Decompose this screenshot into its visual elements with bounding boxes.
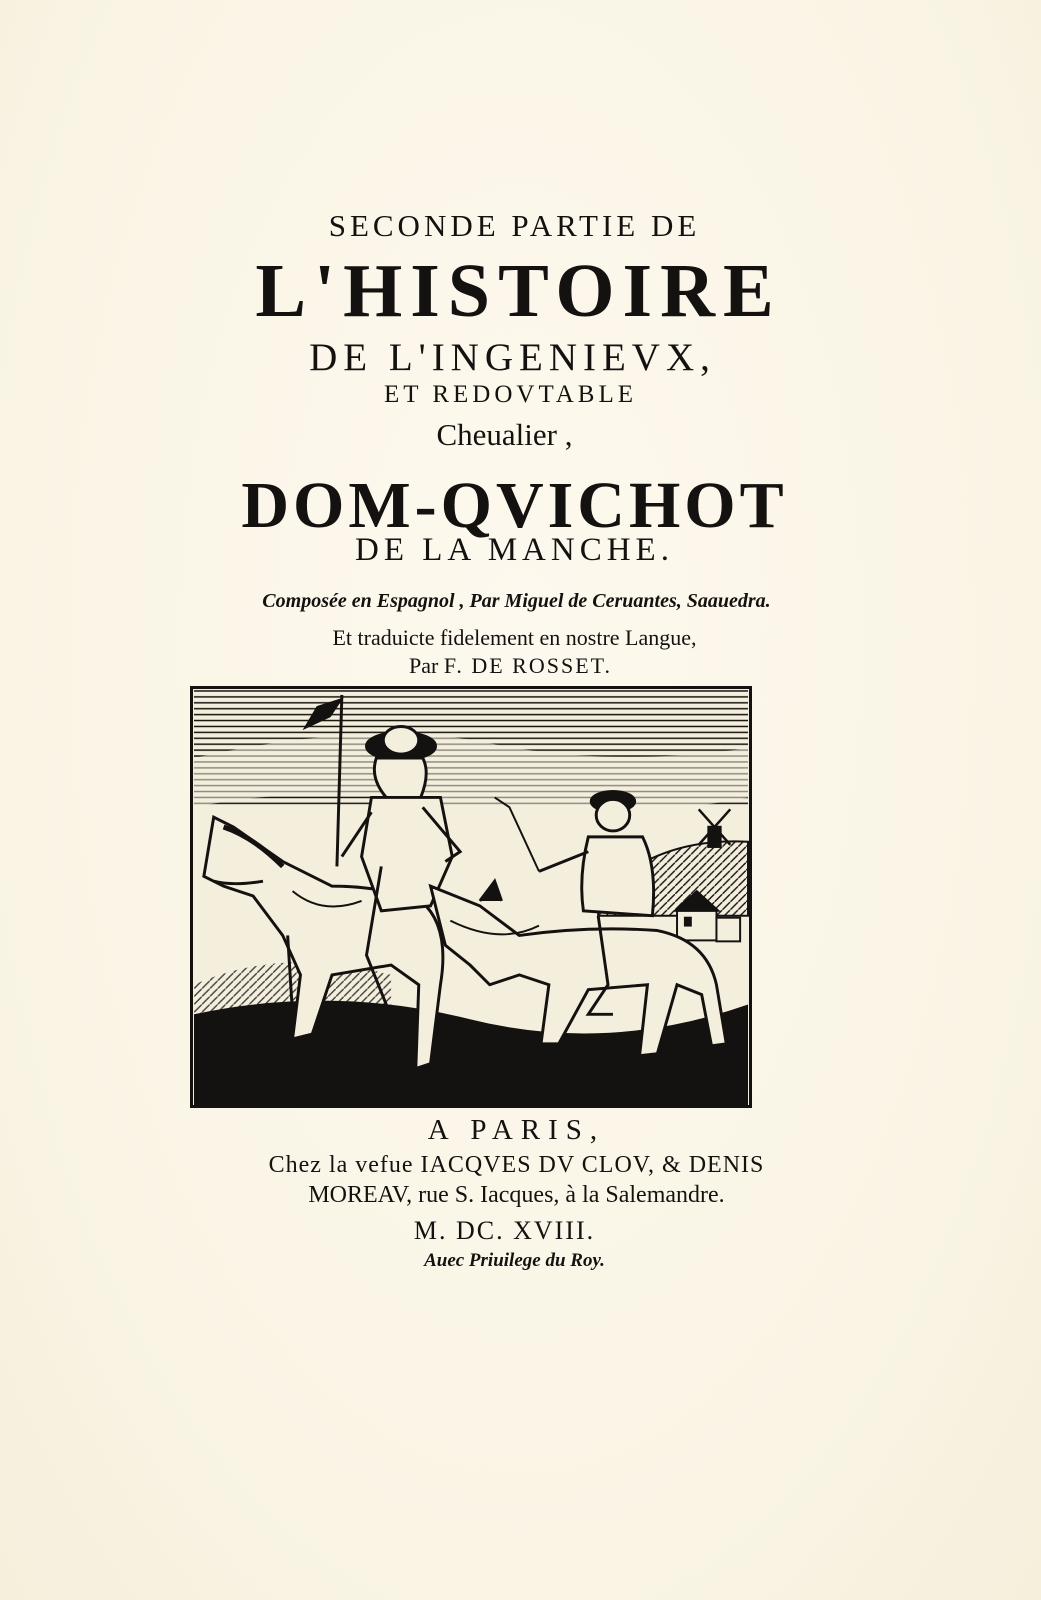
translator-name: F. DE ROSSET. (443, 653, 612, 678)
title-line-redoutable: ET REDOVTABLE (384, 381, 637, 408)
windmill-icon (699, 809, 731, 846)
title-line-de-la-manche: DE LA MANCHE. (355, 532, 674, 568)
imprint-publishers-line2: MOREAV, rue S. Iacques, à la Salemandre. (308, 1182, 725, 1208)
title-line-dom-quichot: DOM-QVICHOT (241, 469, 788, 542)
woodcut-illustration (190, 686, 752, 1108)
translator-prefix: Par (409, 653, 439, 678)
title-line-chevalier: Cheualier , (436, 417, 573, 452)
title-line-ingenieux: DE L'INGENIEVX, (309, 336, 716, 379)
woodcut-scene-graphic (193, 689, 749, 1105)
author-line: Composée en Espagnol , Par Miguel de Ceruantes, Saauedra. (262, 590, 771, 612)
imprint-publishers-line1: Chez la vefue IACQVES DV CLOV, & DENIS (268, 1152, 765, 1178)
translation-line: Et traduicte fidelement en nostre Langue, (332, 625, 697, 650)
imprint-year: M. DC. XVIII. (413, 1216, 596, 1245)
title-line-seconde-partie: SECONDE PARTIE DE (328, 208, 701, 243)
translator-line (0, 653, 1031, 679)
imprint-city: A PARIS, (427, 1114, 606, 1146)
imprint-privilege: Auec Priuilege du Roy. (424, 1250, 605, 1271)
title-line-histoire: L'HISTOIRE (255, 249, 782, 333)
